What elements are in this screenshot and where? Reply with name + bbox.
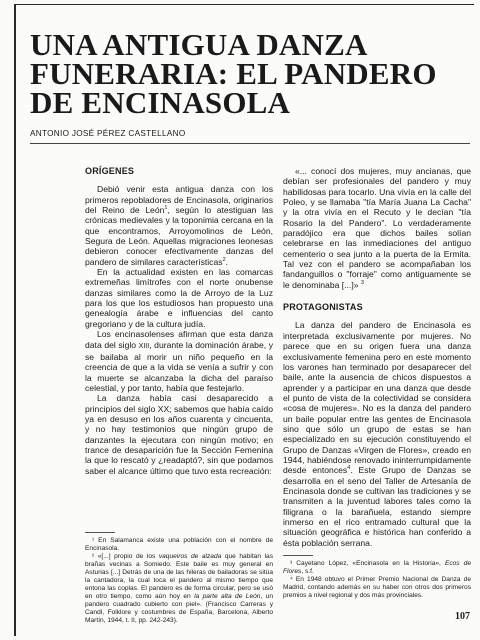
title-line-3: DE ENCINASOLA bbox=[30, 85, 291, 120]
paragraph: Los encinasolenses afirman que esta danza data del siglo XIII, durante la dominación árabe, y se bailaba al morir un niño pequeño en la creencia de que a la vida se venía a sufrir y con la muerte se alcanzaba la dicha del paraíso celestial, y por tanto, había que festejarlo. bbox=[85, 329, 274, 393]
paragraph: La danza del pandero de Encinasola es interpretada exclusivamente por mujeres. No parece que en su origen fuera una danza exclusivamente femenina pero en este momento los varones han terminado por desaparecer del baile, ante la ausencia de chicos dispuestos a aprender y a participar en una danza que desde el punto de vista de la colectividad se considera «cosa de mujeres». No es la danza del pandero un baile popular entre las gentes de Encinasola sino que sólo un grupo de estas se han especializado en su ejecución constituyendo el Grupo de Danzas «Virgen de Flores», creado en 1944, habiéndose renovado ininterrumpidamente desde entonces$^4$. Este Grupo de Danzas se desarrolla en el seno del Taller de Artesanía de Encinasola donde se cultivan las tradiciones y se transmiten a la juventud labores tales como la filigrana o la barañuela, estando siempre inmerso en el rico entramado cultural que la situación geográfica e histórica han conferido a ésta población serrana. bbox=[283, 320, 471, 548]
left-border-rule bbox=[14, 4, 16, 636]
footnote-divider bbox=[85, 532, 115, 533]
footnote-4: ⁴ En 1948 obtuvo el Primer Premio Nacional de Danza de Madrid, contando además en su haber con otros dos primeros premios a nivel regional y dos más provinciales. bbox=[283, 576, 471, 599]
footnotes-right bbox=[283, 560, 471, 600]
footnote-ref: 1 bbox=[164, 205, 168, 212]
footnote-3: ³ Cayetano López, «Encinasola en la Historia», Ecos de Flores, s.f. bbox=[283, 560, 471, 575]
quotation: «... conocí dos mujeres, muy ancianas, que debían ser profesionales del pandero y muy habilidosas para tocarlo. Una vivía en la calle del Poleo, y se llamaba "tía María Juana La Cacha" y la otra vivía en el Recuto y le decían "tía Rosario la del Pandero". Lo verdaderamente paradójico era que dichos bailes solían celebrarse en las inmediaciones del antiguo cementerio o sea junto a la puerta de la Ermita. Tal vez con el pandero se acompañaban los fandanguillos o "forraje" como antiguamente se le denominaba [...]» $^3$ bbox=[283, 166, 471, 290]
paragraph: En la actualidad existen en las comarcas extremeñas limítrofes con el norte onubense danzas similares como la de Arroyo de la Luz para los que los estudiosos han propuesto una genealogía árabe e influencias del canto gregoriano y de la cultura judía. bbox=[85, 267, 273, 329]
top-border-rule bbox=[14, 4, 474, 5]
section-heading-protagonistas: PROTAGONISTAS bbox=[283, 302, 363, 313]
footnote-divider bbox=[283, 555, 313, 556]
author-name: ANTONIO JOSÉ PÉREZ CASTELLANO bbox=[30, 129, 186, 138]
title-line-1: UNA ANTIGUA DANZA bbox=[30, 27, 368, 62]
footnote-1: ¹ En Salamanca existe una población con el nombre de Encinasola. bbox=[85, 537, 273, 552]
footnotes-left bbox=[85, 537, 273, 625]
paragraph: Debió venir esta antigua danza con los primeros repobladores de Encinasola, originarios del Reino de León$^1$, según lo atestiguan las crónicas medievales y la toponimia cercana en la que encontramos, Arroyomolinos de León, Segura de León. Aquellas migraciones leonesas debieron conocer efectivamente danzas del pandero de similares características$^2$. bbox=[85, 184, 274, 267]
right-column bbox=[283, 166, 471, 548]
paragraph: La danza había casi desaparecido a principios del siglo XX; sabemos que había caído ya en desuso en los años cuarenta y cincuenta, y no hay testimonios que ningún grupo de danzantes la ejecutara con ningún motivo; en trance de desaparición fue la Sección Femenina la que lo rescató y ¿readaptó?, sin que podamos saber el alcance último que tuvo esta recreación: bbox=[85, 393, 273, 476]
article-title bbox=[30, 27, 470, 120]
section-heading-origenes: ORÍGENES bbox=[85, 166, 135, 176]
footnote-ref: 3 bbox=[360, 279, 364, 286]
footnote-ref: 2 bbox=[222, 256, 226, 263]
left-column bbox=[85, 166, 273, 476]
page-number: 107 bbox=[455, 611, 470, 622]
footnote-2: ² «[...] propio de los vaqueiros de alzada que habitan las brañas vecinas a Somiedo. Este baile es muy general en Asturias [...] Detrás de una de las hileras de bailadoras se sitúa la cantadora, la cual toca el pandero al mismo tiempo que entona las coplas. El pandero es de forma circular, pero se usó en otro tiempo, como aún hoy en la parte alta de León, un pandero cuadrado cubierto con piel». (Francisco Carreras y Candi, Folklore y costumbres de España, Barcelona, Alberto Martín, 1944, t. II, pp. 242-243). bbox=[85, 553, 274, 624]
title-line-2: FUNERARIA: EL PANDERO bbox=[30, 56, 437, 91]
author-divider bbox=[30, 143, 470, 144]
footnote-ref: 4 bbox=[347, 465, 351, 472]
